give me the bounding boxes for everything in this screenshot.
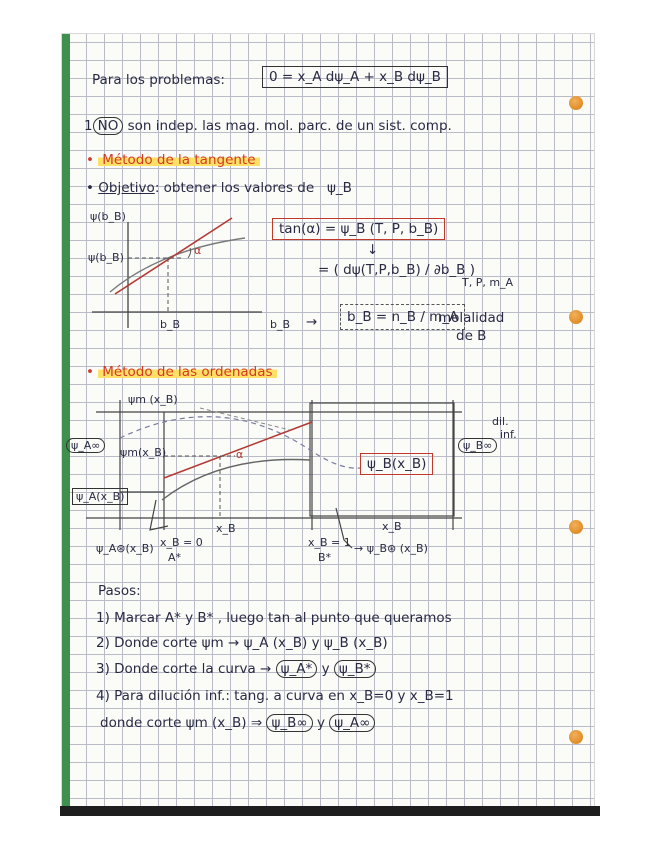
- graph2-xb1: x_B = 1: [308, 536, 351, 549]
- graph2-xb-tick: x_B: [216, 522, 236, 535]
- circled-no: NO: [93, 117, 124, 135]
- statement-text: son indep. las mag. mol. parc. de un sist. comp.: [127, 118, 452, 134]
- derivative-formula: = ( dψ(T,P,b_B) / ∂b_B ): [318, 262, 475, 278]
- step-3: 3) Donde corte la curva → ψ_A* y ψ_B*: [96, 660, 376, 678]
- molality-label: molalidad: [438, 310, 505, 326]
- graph1-x-axis-label: b_B: [270, 318, 291, 331]
- graph2-ym-label: ψm(x_B): [120, 446, 167, 459]
- circled-yb-inf: ψ_B∞: [266, 714, 312, 732]
- objective-label: Objetivo: [98, 180, 155, 196]
- graph2-dil: dil.: [492, 415, 509, 428]
- derivative-subscript: T, P, m_A: [462, 276, 514, 289]
- objective-text: : obtener los valores de: [154, 180, 315, 196]
- step-4-continued: donde corte ψm (x_B) ⇒ ψ_B∞ y ψ_A∞: [100, 714, 375, 732]
- graph2-inf: inf.: [500, 428, 517, 441]
- problems-intro: Para los problemas:: [92, 72, 225, 88]
- graph2-ya-inf: ψ_A∞: [66, 438, 105, 453]
- statement-number: 1: [84, 118, 93, 134]
- gibbs-duhem-formula: 0 = x_A dψ_A + x_B dψ_B: [262, 66, 448, 88]
- molality-formula: b_B = n_B / m_A: [340, 304, 465, 330]
- graph2-astar: A*: [168, 551, 182, 564]
- graph2-top-label: ψm (x_B): [128, 393, 178, 406]
- graph2-ya-box: ψ_A(x_B): [72, 488, 128, 505]
- down-arrow: ↓: [367, 242, 379, 258]
- section-ordinate-title: • Método de las ordenadas: [86, 364, 277, 380]
- molality-of-b: de B: [456, 328, 487, 344]
- graph1-x-point-label: b_B: [160, 318, 181, 331]
- graph2-bstar: B*: [318, 551, 332, 564]
- step-1: 1) Marcar A* y B* , luego tan al punto que queramos: [96, 610, 452, 626]
- tangent-formula-box: tan(α) = ψ_B (T, P, b_B): [272, 218, 445, 240]
- step-2: 2) Donde corte ψm → ψ_A (x_B) y ψ_B (x_B): [96, 635, 388, 651]
- circled-yb-star: ψ_B*: [334, 660, 376, 678]
- graph1-y-axis-label: ψ(b_B): [90, 210, 126, 223]
- circled-ya-inf: ψ_A∞: [329, 714, 375, 732]
- graph2-yb-box: ψ_B(x_B): [360, 453, 433, 475]
- objective-line: • Objetivo: obtener los valores de ψ_B: [86, 180, 352, 196]
- graph2-xb0: x_B = 0: [160, 536, 203, 549]
- steps-title: Pasos:: [98, 583, 141, 599]
- graph2-alpha: α: [236, 448, 244, 461]
- section-tangent-title: • Método de la tangente: [86, 152, 260, 168]
- graph2-xb-axis: x_B: [382, 520, 402, 533]
- circled-ya-star: ψ_A*: [276, 660, 318, 678]
- graph1-alpha: α: [194, 244, 202, 257]
- graph2-ya-bottom: ψ_A⊛(x_B): [96, 542, 154, 555]
- graph2-yb-inf: ψ_B∞: [458, 438, 497, 453]
- step-4: 4) Para dilución inf.: tang. a curva en x_B=0 y x_B=1: [96, 688, 454, 704]
- graph2-yb-bottom: → ψ_B⊛ (x_B): [354, 542, 428, 555]
- objective-symbol: ψ_B: [327, 180, 352, 196]
- graph1-y-point-label: ψ(b_B): [88, 251, 124, 264]
- molality-arrow: →: [306, 314, 318, 330]
